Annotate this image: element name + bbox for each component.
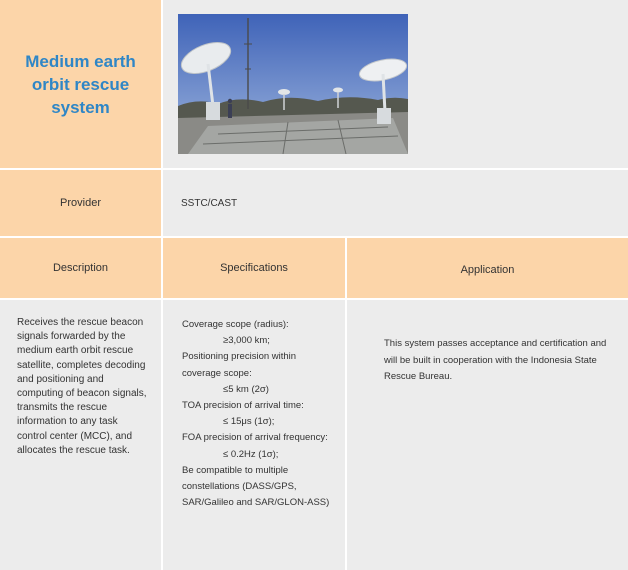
provider-label: Provider [60, 197, 101, 209]
row-divider [0, 298, 628, 300]
spec-line: ≥3,000 km; [223, 335, 270, 347]
description-header-label: Description [52, 262, 109, 274]
spec-line: Positioning precision within coverage scope: [182, 351, 297, 379]
antenna-station-photo [178, 14, 408, 154]
system-title: Medium earth orbit rescue system [25, 51, 136, 117]
column-divider [345, 238, 347, 570]
specifications-header [163, 238, 345, 298]
specifications-body [163, 300, 345, 570]
system-title-cell [0, 0, 161, 168]
application-text: This system passes acceptance and certification and will be built in cooperation with the Indonesia State Rescue Bureau. [384, 338, 607, 382]
provider-label-cell [0, 170, 161, 236]
photo-cell [163, 0, 628, 168]
description-text: Receives the rescue beacon signals forwarded by the medium earth orbit rescue satellite, completes decoding and positioning and computing of beacon signals, transmits the rescue information to any task control center (MCC), and allocates the rescue task. [17, 317, 147, 456]
specifications-header-label: Specifications [220, 262, 288, 274]
application-header [347, 238, 628, 298]
provider-value-cell [163, 170, 628, 236]
description-header [0, 238, 161, 298]
spec-line: ≤5 km (2σ) [223, 383, 269, 395]
spec-line: Be compatible to multiple constellations (DASS/GPS, SAR/Galileo and SAR/GLON-ASS) [182, 464, 330, 509]
specifications-list [182, 317, 337, 511]
application-header-label: Application [460, 264, 515, 276]
antenna-station-illustration [178, 14, 408, 154]
row-divider [0, 236, 628, 238]
description-body [0, 300, 161, 570]
spec-line: ≤ 15μs (1σ); [223, 416, 275, 428]
spec-line: TOA precision of arrival time: [182, 400, 304, 412]
spec-line: ≤ 0.2Hz (1σ); [223, 448, 279, 460]
spec-line: FOA precision of arrival frequency: [182, 432, 328, 444]
spec-line: Coverage scope (radius): [182, 319, 289, 330]
column-divider [161, 0, 163, 570]
application-body [347, 300, 628, 570]
provider-value: SSTC/CAST [181, 197, 238, 209]
row-divider [0, 168, 628, 170]
